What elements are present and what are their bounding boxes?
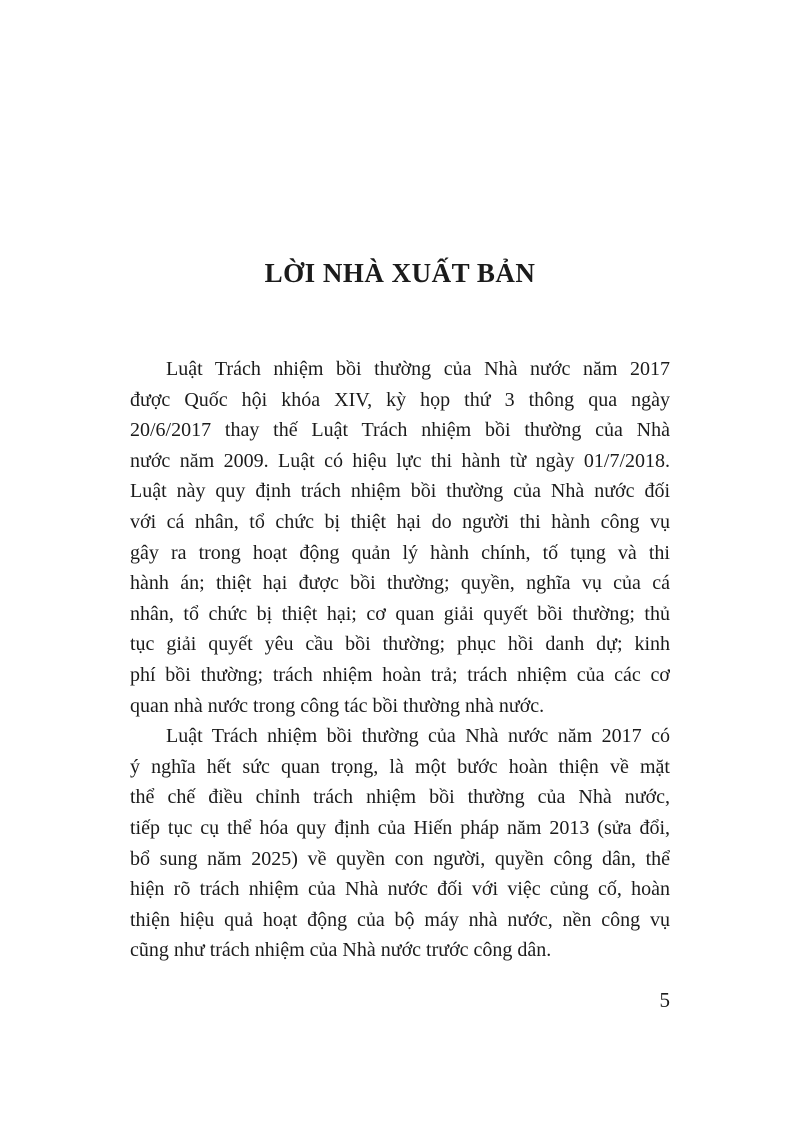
text-line: 20/6/2017 thay thế Luật Trách nhiệm bồi thường của Nhà <box>130 419 670 442</box>
text-line: hiện rõ trách nhiệm của Nhà nước đối với việc củng cố, hoàn <box>130 878 670 901</box>
body-text <box>130 354 670 966</box>
text-line: Luật này quy định trách nhiệm bồi thường của Nhà nước đối <box>130 480 670 503</box>
text-line: quan nhà nước trong công tác bồi thường nhà nước. <box>130 694 545 717</box>
page-number: 5 <box>659 988 670 1012</box>
text-line: Luật Trách nhiệm bồi thường của Nhà nước năm 2017 <box>166 358 670 380</box>
text-line: tiếp tục cụ thể hóa quy định của Hiến pháp năm 2013 (sửa đổi, <box>130 816 670 839</box>
text-line: Luật Trách nhiệm bồi thường của Nhà nước năm 2017 có <box>166 725 670 748</box>
text-line: nước năm 2009. Luật có hiệu lực thi hành từ ngày 01/7/2018. <box>130 449 670 472</box>
paragraph <box>130 721 670 966</box>
text-line: nhân, tổ chức bị thiệt hại; cơ quan giải quyết bồi thường; thủ <box>130 602 670 625</box>
text-line: bổ sung năm 2025) về quyền con người, quyền công dân, thể <box>130 847 670 870</box>
text-line: với cá nhân, tổ chức bị thiệt hại do người thi hành công vụ <box>130 510 670 533</box>
text-line: hành án; thiệt hại được bồi thường; quyền, nghĩa vụ của cá <box>130 572 670 595</box>
text-line: gây ra trong hoạt động quản lý hành chính, tố tụng và thi <box>130 541 670 564</box>
text-line: cũng như trách nhiệm của Nhà nước trước công dân. <box>130 939 552 962</box>
text-line: ý nghĩa hết sức quan trọng, là một bước hoàn thiện về mặt <box>130 755 670 778</box>
text-line: được Quốc hội khóa XIV, kỳ họp thứ 3 thông qua ngày <box>130 388 670 411</box>
text-line: thiện hiệu quả hoạt động của bộ máy nhà nước, nền công vụ <box>130 908 670 931</box>
text-line: tục giải quyết yêu cầu bồi thường; phục hồi danh dự; kinh <box>130 633 670 656</box>
paragraph <box>130 354 670 721</box>
page-title: LỜI NHÀ XUẤT BẢN <box>264 258 536 288</box>
text-line: thể chế điều chỉnh trách nhiệm bồi thường của Nhà nước, <box>130 786 670 809</box>
text-line: phí bồi thường; trách nhiệm hoàn trả; trách nhiệm của các cơ <box>130 663 670 686</box>
